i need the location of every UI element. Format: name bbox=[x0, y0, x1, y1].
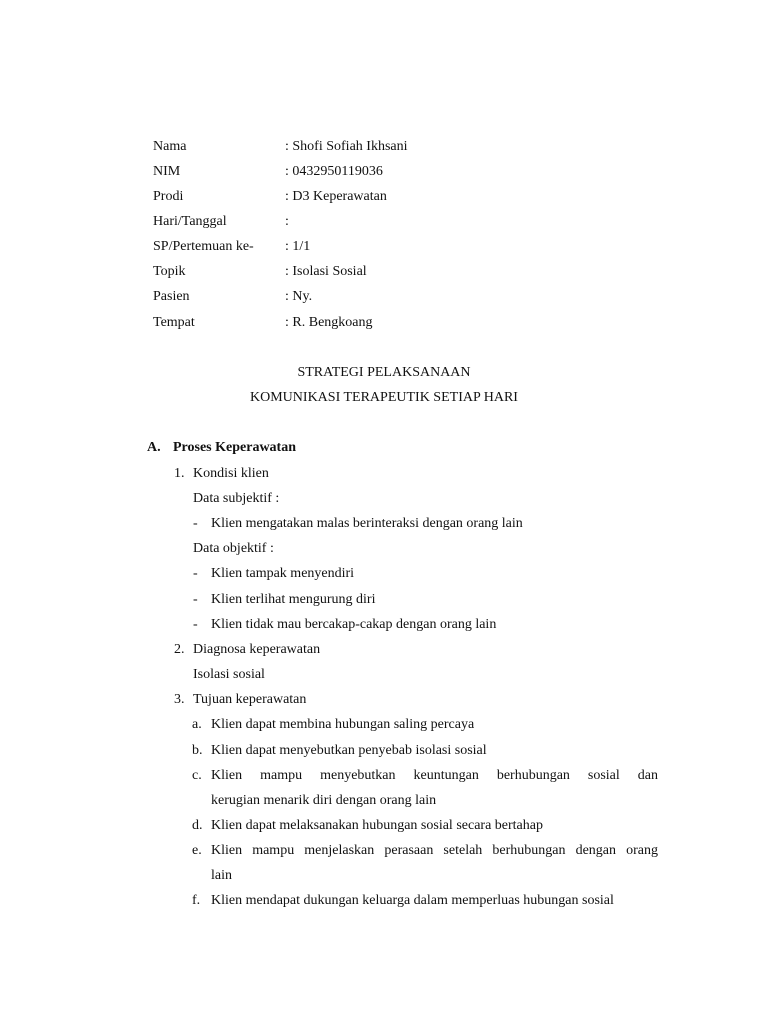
value-tempat: : R. Bengkoang bbox=[285, 315, 373, 330]
objective-item: Klien terlihat mengurung diri bbox=[211, 592, 376, 607]
objective-bullet: - bbox=[193, 592, 198, 607]
value-nama: : Shofi Sofiah Ikhsani bbox=[285, 139, 408, 154]
goal-d-text: Klien dapat melaksanakan hubungan sosial secara bertahap bbox=[211, 818, 543, 833]
item-3-title: Tujuan keperawatan bbox=[193, 692, 307, 707]
subjective-bullet: - bbox=[193, 516, 198, 531]
section-a-marker: A. bbox=[147, 440, 161, 455]
value-nim: : 0432950119036 bbox=[285, 164, 383, 179]
goal-d-marker: d. bbox=[192, 818, 203, 833]
objective-bullet: - bbox=[193, 566, 198, 581]
item-3-number: 3. bbox=[174, 692, 185, 707]
objective-label: Data objektif : bbox=[193, 541, 274, 556]
subjective-item: Klien mengatakan malas berinteraksi dengan orang lain bbox=[211, 516, 523, 531]
document-title-line2: KOMUNIKASI TERAPEUTIK SETIAP HARI bbox=[250, 390, 518, 405]
goal-a-marker: a. bbox=[192, 717, 202, 732]
subjective-label: Data subjektif : bbox=[193, 491, 280, 506]
document-title-line1: STRATEGI PELAKSANAAN bbox=[297, 365, 471, 380]
label-nim: NIM bbox=[153, 164, 181, 179]
value-prodi: : D3 Keperawatan bbox=[285, 189, 387, 204]
goal-f-marker: f. bbox=[192, 893, 201, 908]
item-2-value: Isolasi sosial bbox=[193, 667, 265, 682]
value-pasien: : Ny. bbox=[285, 289, 313, 304]
item-1-number: 1. bbox=[174, 466, 185, 481]
goal-b-text: Klien dapat menyebutkan penyebab isolasi sosial bbox=[211, 743, 487, 758]
goal-b-marker: b. bbox=[192, 743, 203, 758]
goal-e-line1: Klien mampu menjelaskan perasaan setelah berhubungan dengan orang bbox=[211, 843, 658, 858]
objective-bullet: - bbox=[193, 617, 198, 632]
item-2-title: Diagnosa keperawatan bbox=[193, 642, 321, 657]
goal-c-marker: c. bbox=[192, 768, 202, 783]
label-topik: Topik bbox=[153, 264, 186, 279]
goal-f-text: Klien mendapat dukungan keluarga dalam memperluas hubungan sosial bbox=[211, 893, 614, 908]
goal-e-line2: lain bbox=[211, 868, 232, 883]
value-hari-tanggal: : bbox=[285, 214, 289, 229]
label-tempat: Tempat bbox=[153, 315, 195, 330]
label-prodi: Prodi bbox=[153, 189, 184, 204]
label-nama: Nama bbox=[153, 139, 187, 154]
label-pasien: Pasien bbox=[153, 289, 190, 304]
label-sp-pertemuan: SP/Pertemuan ke- bbox=[153, 239, 254, 254]
objective-item: Klien tampak menyendiri bbox=[211, 566, 355, 581]
value-topik: : Isolasi Sosial bbox=[285, 264, 367, 279]
objective-item: Klien tidak mau bercakap-cakap dengan orang lain bbox=[211, 617, 497, 632]
label-hari-tanggal: Hari/Tanggal bbox=[153, 214, 227, 229]
goal-a-text: Klien dapat membina hubungan saling percaya bbox=[211, 717, 475, 732]
section-a-heading: Proses Keperawatan bbox=[173, 440, 296, 455]
value-sp-pertemuan: : 1/1 bbox=[285, 239, 311, 254]
item-1-title: Kondisi klien bbox=[193, 466, 269, 481]
item-2-number: 2. bbox=[174, 642, 185, 657]
goal-c-line2: kerugian menarik diri dengan orang lain bbox=[211, 793, 437, 808]
goal-c-line1: Klien mampu menyebutkan keuntungan berhubungan sosial dan bbox=[211, 768, 658, 783]
goal-e-marker: e. bbox=[192, 843, 202, 858]
